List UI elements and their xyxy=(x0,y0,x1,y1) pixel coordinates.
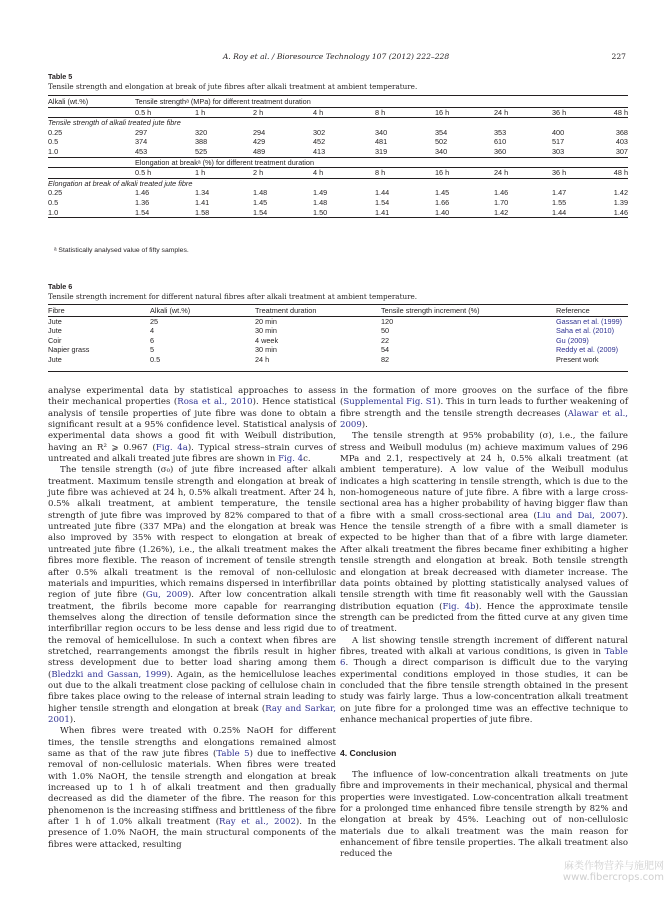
table5-value-cell: 517 xyxy=(552,137,565,147)
table5-value-cell: 1.50 xyxy=(313,208,375,218)
table-row xyxy=(48,336,628,346)
table5-duration-cell: 24 h xyxy=(494,107,552,118)
table5-value-cell: 1.46 xyxy=(605,208,628,218)
table6 xyxy=(48,306,628,365)
table5-value-cell: 1.46 xyxy=(135,188,150,198)
table5-value-cell: 1.34 xyxy=(195,188,210,198)
table5-value-cell: 1.45 xyxy=(435,188,450,198)
table6-alkali-cell: 5 xyxy=(150,345,155,355)
table6-fibre-cell: Napier grass xyxy=(48,345,90,355)
table5-value-cell: 1.46 xyxy=(494,188,509,198)
table5-duration-cell: 0.5 h xyxy=(135,168,195,179)
citation-link[interactable]: Fig. 4b xyxy=(442,601,476,612)
citation-link[interactable]: Gu, 2009 xyxy=(145,590,188,601)
table5-header-cell: Elongation at breakᵃ (%) for different treatment duration xyxy=(135,157,628,168)
table6-fibre-cell: Coir xyxy=(48,335,62,345)
table6-header-row xyxy=(48,306,628,316)
table6-bottom-rule xyxy=(48,371,628,372)
table5-subheading: Tensile strength of alkali treated jute fibre xyxy=(48,118,628,128)
table5-value-cell: 403 xyxy=(615,137,628,147)
table5-duration-cell: 1 h xyxy=(195,107,253,118)
table6-caption-text: Tensile strength increment for different natural fibres after alkali treatment at ambient temperature. xyxy=(48,292,418,301)
table5-value-cell: 1.54 xyxy=(375,197,390,207)
table5-value-cell: 320 xyxy=(195,127,208,137)
table5-value-cell: 452 xyxy=(313,137,326,147)
table6-reference-cell: Present work xyxy=(556,354,599,364)
table5-value-cell: 354 xyxy=(435,127,448,137)
table5-value-cell: 374 xyxy=(135,137,148,147)
table-row xyxy=(48,137,628,147)
table6-caption xyxy=(48,282,628,302)
table5-caption-text: Tensile strength and elongation at break of jute fibres after alkali treatment at ambient temperature. xyxy=(48,82,418,91)
table5-value-cell: 1.58 xyxy=(195,208,253,218)
table6-alkali-cell: 25 xyxy=(150,316,159,326)
table5-duration-cell: 16 h xyxy=(435,107,494,118)
table-row xyxy=(48,188,628,198)
table5-value-cell: 319 xyxy=(375,146,388,156)
table5-value-cell: 368 xyxy=(615,127,628,137)
body-paragraph: analyse experimental data by statistical approaches to assess their mechanical properties (Rosa et al., 2010). Hence statistical analysis of tensile properties of jute fibre was done to obtain a significant result at a 95% confidence level. Statistical analysis of experimental data shows a good fit with Weibull distribution, having an R² ⩾ 0.967 (Fig. 4a). Typical stress–strain curves of untreated and alkali treated jute fibres are shown in Fig. 4c. xyxy=(48,386,336,465)
table6-duration-cell: 30 min xyxy=(255,326,277,336)
table5-value-cell: 1.48 xyxy=(253,188,268,198)
left-column xyxy=(48,386,336,851)
table5-value-cell: 1.42 xyxy=(613,188,628,198)
table6-reference-link[interactable]: Saha et al. (2010) xyxy=(556,326,615,336)
table5-value-cell: 307 xyxy=(615,146,628,156)
table6-duration-cell: 4 week xyxy=(255,335,279,345)
table5-value-cell: 429 xyxy=(253,137,266,147)
table5-label: Table 5 xyxy=(48,72,73,81)
table5-value-cell: 340 xyxy=(435,146,448,156)
journal-citation: A. Roy et al. / Bioresource Technology 107 (2012) 222–228 xyxy=(222,52,450,61)
table5-value-cell: 302 xyxy=(313,127,326,137)
table6-duration-cell: 24 h xyxy=(255,354,270,364)
table5-duration-cell: 16 h xyxy=(435,168,494,179)
table5-value-cell: 1.40 xyxy=(435,208,494,218)
table5-header-cell xyxy=(48,157,135,168)
table5-value-cell: 1.66 xyxy=(435,197,450,207)
table6-increment-cell: 82 xyxy=(381,354,390,364)
table5-value-cell: 1.70 xyxy=(494,197,509,207)
table6-reference-link[interactable]: Gu (2009) xyxy=(556,335,589,345)
table6-increment-cell: 22 xyxy=(381,335,390,345)
table5-duration-row xyxy=(48,168,628,179)
table6-increment-cell: 120 xyxy=(381,316,394,326)
table-row xyxy=(48,198,628,208)
table-row xyxy=(48,326,628,336)
table5-duration-cell: 2 h xyxy=(253,107,313,118)
citation-link[interactable]: Ray and Sarkar, 2001 xyxy=(48,703,336,725)
table5-value-cell: 400 xyxy=(552,127,565,137)
table5-value-cell: 1.41 xyxy=(195,197,210,207)
watermark xyxy=(484,857,664,883)
table5-value-cell: 353 xyxy=(494,127,507,137)
table5-value-cell: 1.55 xyxy=(552,197,567,207)
table5-duration-cell: 24 h xyxy=(494,168,552,179)
table5-value-cell: 1.45 xyxy=(253,197,268,207)
table5-value-cell: 1.42 xyxy=(494,208,552,218)
table5-top-rule xyxy=(48,95,628,96)
table5-alkali-cell: 0.25 xyxy=(48,127,63,137)
citation-link[interactable]: Fig. 4 xyxy=(278,454,304,465)
body-paragraph: A list showing tensile strength increment of different natural fibres, treated with alkali at various conditions, is given in Table 6. Though a direct comparison is difficult due to the varying experimental conditions employed in those studies, it can be concluded that the fibre tensile strength obtained in the present study was fairly large. Thus a low-concentration alkali treatment on jute fibre for a prolonged time was an effective technique to enhance mechanical properties of jute fibre. xyxy=(340,635,628,725)
watermark-chinese: 麻类作物营养与施肥网 xyxy=(564,861,664,872)
table5-value-cell: 453 xyxy=(135,146,148,156)
table5-value-cell: 1.44 xyxy=(375,188,390,198)
table-row xyxy=(48,147,628,157)
section-heading: 4. Conclusion xyxy=(340,748,397,758)
table5-alkali-cell: 1.0 xyxy=(48,208,135,218)
right-column xyxy=(340,386,628,726)
table5-value-cell: 502 xyxy=(435,137,448,147)
table5-duration-cell xyxy=(48,168,135,179)
table5-value-cell: 481 xyxy=(375,137,388,147)
citation-link[interactable]: Bledzki and Gassan, 1999 xyxy=(51,669,167,680)
table6-duration-cell: 20 min xyxy=(255,316,277,326)
table6-header-cell: Treatment duration xyxy=(255,306,381,316)
citation-link[interactable]: Table 5 xyxy=(216,749,250,759)
citation-link[interactable]: Alawar et al., 2009 xyxy=(340,408,628,431)
table5-head-tensile: Tensile strengthᵃ (MPa) for different treatment duration xyxy=(135,97,311,106)
table5-duration-cell: 4 h xyxy=(313,107,375,118)
table5-value-cell: 413 xyxy=(313,146,326,156)
conclusion-paragraph: The influence of low-concentration alkali treatments on jute fibre and improvements in their mechanical, physical and thermal properties were investigated. Low-concentration alkali treatment for a prolonged time enhanced fibre tensile strength by 82% and elongation at break by 45%. Leaching out of non-cellulosic materials due to alkali treatment was the main reason for enhancement of fibre tensile properties. The alkali treatment also reduced the xyxy=(340,770,628,860)
table6-header-cell: Alkali (wt.%) xyxy=(150,306,255,316)
conclusion-text xyxy=(340,770,628,861)
table-row xyxy=(48,316,628,326)
table6-increment-cell: 54 xyxy=(381,345,390,355)
table5-value-cell: 1.41 xyxy=(375,208,435,218)
table5-duration-cell: 0.5 h xyxy=(135,107,195,118)
table6-fibre-cell: Jute xyxy=(48,326,62,336)
page-number: 227 xyxy=(611,52,626,61)
table5-duration-row xyxy=(48,107,628,118)
table6-alkali-cell: 4 xyxy=(150,326,155,336)
table5-footnote: ᵃ Statistically analysed value of fifty samples. xyxy=(54,247,189,254)
table5-duration-cell: 8 h xyxy=(375,168,435,179)
citation-link[interactable]: Table 6 xyxy=(340,646,628,669)
table-row xyxy=(48,355,628,365)
table5-header-row xyxy=(48,97,628,107)
table5-col-alkali: Alkali (wt.%) xyxy=(48,97,89,106)
citation-link[interactable]: Fig. 4a xyxy=(155,442,188,453)
table5-value-cell: 1.48 xyxy=(313,197,328,207)
table-row xyxy=(48,345,628,355)
table5-value-cell: 1.47 xyxy=(552,188,567,198)
table6-fibre-cell: Jute xyxy=(48,354,62,364)
table6-alkali-cell: 6 xyxy=(150,335,155,345)
table6-reference-link[interactable]: Reddy et al. (2009) xyxy=(556,345,619,355)
table6-duration-cell: 30 min xyxy=(255,345,277,355)
table5-value-cell: 1.44 xyxy=(552,208,605,218)
table5 xyxy=(48,97,628,218)
table5-alkali-cell: 0.5 xyxy=(48,197,59,207)
body-paragraph: The tensile strength at 95% probability (σ), i.e., the failure stress and Weibull modulus (m) achieve maximum values of 296 MPa and 2.1, respectively at 24 h, 0.5% alkali treatment (at ambient temperature). A low value of the Weibull modulus indicates a high scattering in tensile strength, which is due to the non-homogeneous nature of jute fibre. A fibre with a large cross-sectional area has a higher probability of having bigger flaw than a fibre with a small cross-sectional area (Liu and Dai, 2007). Hence the tensile strength of a fibre with a small diameter is expected to be higher than that of a fibre with large diameter. After alkali treatment the fibres became finer exhibiting a higher tensile strength and elongation at break. Both tensile strength and elongation at break decreased with diameter increase. The data points obtained by plotting statistically analysed values of tensile strength with time fit reasonably well with the Gaussian distribution equation (Fig. 4b). Hence the approximate tensile strength can be predicted from the fitted curve at any given time of treatment. xyxy=(340,431,628,635)
body-paragraph: in the formation of more grooves on the surface of the fibre (Supplemental Fig. S1). This in turn leads to further weakening of fibre strength and the tensile strength decreases (Alawar et al., 2009). xyxy=(340,386,628,431)
table5-subheading-row xyxy=(48,178,628,188)
table-row xyxy=(48,128,628,138)
table5-value-cell: 1.54 xyxy=(135,208,195,218)
table5-duration-cell xyxy=(48,107,135,118)
table5-value-cell: 1.39 xyxy=(613,197,628,207)
table6-header-cell: Fibre xyxy=(48,306,150,316)
citation-link[interactable]: Liu and Dai, 2007 xyxy=(536,510,622,521)
table5-duration-cell: 48 h xyxy=(605,168,628,179)
table5-subheading: Elongation at break of alkali treated jute fibre xyxy=(48,178,628,188)
table5-value-cell: 340 xyxy=(375,127,388,137)
table5-value-cell: 1.49 xyxy=(313,188,328,198)
table6-fibre-cell: Jute xyxy=(48,316,62,326)
citation-link[interactable]: Rosa et al., 2010 xyxy=(177,397,253,408)
table5-duration-cell: 4 h xyxy=(313,168,375,179)
table5-value-cell: 525 xyxy=(195,146,208,156)
table5-duration-cell: 2 h xyxy=(253,168,313,179)
table5-caption xyxy=(48,72,628,92)
table5-alkali-cell: 0.25 xyxy=(48,188,63,198)
table5-duration-cell: 48 h xyxy=(605,107,628,118)
table6-top-rule xyxy=(48,304,628,305)
table5-value-cell: 297 xyxy=(135,127,148,137)
table5-value-cell: 610 xyxy=(494,137,507,147)
table6-reference-link[interactable]: Gassan et al. (1999) xyxy=(556,316,623,326)
citation-link[interactable]: Ray et al., 2002 xyxy=(219,817,296,828)
table5-alkali-cell: 1.0 xyxy=(48,146,59,156)
table5-value-cell: 388 xyxy=(195,137,208,147)
table5-value-cell: 489 xyxy=(253,146,266,156)
table5-value-cell: 1.36 xyxy=(135,197,150,207)
table5-value-cell: 294 xyxy=(253,127,266,137)
table6-label: Table 6 xyxy=(48,282,73,291)
table5-value-cell: 360 xyxy=(494,146,507,156)
table6-header-cell: Tensile strength increment (%) xyxy=(381,306,556,316)
table5-duration-cell: 1 h xyxy=(195,168,253,179)
table5-duration-cell: 36 h xyxy=(552,107,605,118)
table5-subheading-row xyxy=(48,118,628,128)
table5-duration-cell: 36 h xyxy=(552,168,605,179)
watermark-url: www.fibercrops.com xyxy=(562,872,664,883)
table-row xyxy=(48,208,628,218)
table5-header-row xyxy=(48,157,628,168)
table5-duration-cell: 8 h xyxy=(375,107,435,118)
citation-link[interactable]: Supplemental Fig. S1 xyxy=(343,397,438,408)
body-paragraph: The tensile strength (σ₀) of jute fibre increased after alkali treatment. Maximum tensile strength and elongation at break of jute fibre was achieved at 24 h, 0.5% alkali treatment. After 24 h, 0.5% alkali treatment, at ambient temperature, the tensile strength of jute fibre was improved by 82% compared to that of untreated jute fibre (337 MPa) and the elongation at break was also improved by 35% with respect to elongation at break of untreated jute fibre (1.26%), i.e., the alkali treatment makes the fibres more flexible. The reason of increment of tensile strength after 0.5% alkali treatment is the removal of non-cellulosic materials and impurities, which remains dispersed in interfibrillar region of jute fibre (Gu, 2009). After low concentration alkali treatment, the fibrils become more capable for rearranging themselves along the direction of tensile deformation since the interfibrillar region occurs to be less dense and less rigid due to the removal of hemicellulose. In such a context when fibres are stretched, rearrangements amongst the fibrils result in higher stress development due to better load sharing among them (Bledzki and Gassan, 1999). Again, as the hemicellulose leaches out due to the alkali treatment close packing of cellulose chain in fibre takes place owing to the release of internal strain leading to higher tensile strength and elongation at break (Ray and Sarkar, 2001). xyxy=(48,465,336,725)
body-paragraph: When fibres were treated with 0.25% NaOH for different times, the tensile strengths and elongations remained almost same as that of the raw jute fibres (Table 5) due to ineffective removal of non-cellulosic materials. When fibres were treated with 1.0% NaOH, the tensile strength and elongation at break increased up to 1 h of alkali treatment and then gradually decreased as did the diameter of the fibre. The reason for this phenomenon is the increasing stiffness and brittleness of the fibre after 1 h of 1.0% alkali treatment (Ray et al., 2002). In the presence of 1.0% NaOH, the main structural components of the fibres were attacked, resulting xyxy=(48,726,336,850)
table5-value-cell: 303 xyxy=(552,146,565,156)
table5-value-cell: 1.54 xyxy=(253,208,313,218)
table5-alkali-cell: 0.5 xyxy=(48,137,59,147)
table6-increment-cell: 50 xyxy=(381,326,390,336)
table6-header-cell: Reference xyxy=(556,306,628,316)
table6-alkali-cell: 0.5 xyxy=(150,354,161,364)
